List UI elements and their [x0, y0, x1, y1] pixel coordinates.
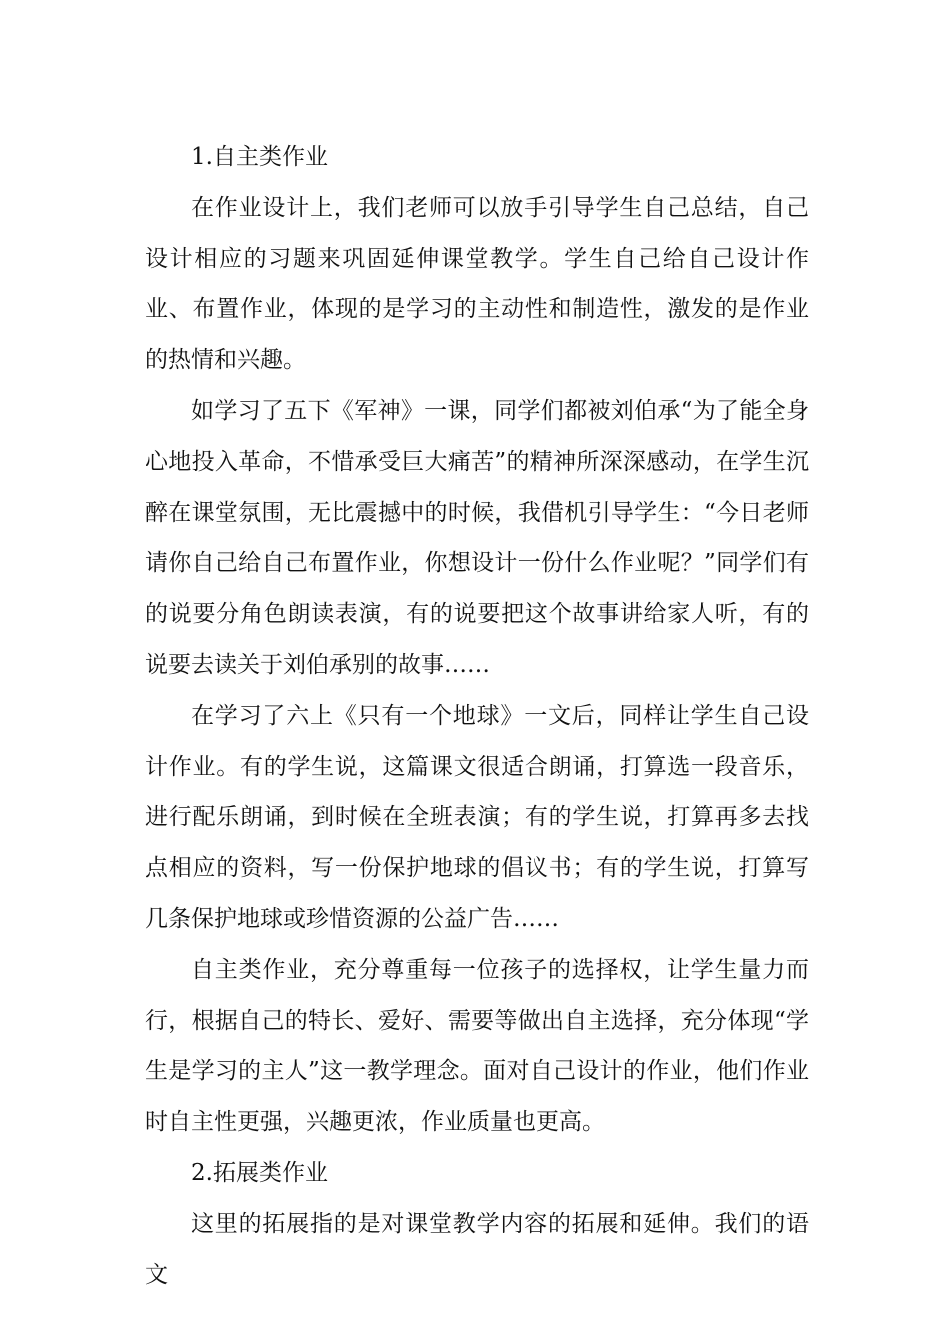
paragraph-2: 如学习了五下《军神》一课，同学们都被刘伯承“为了能全身心地投入革命，不惜承受巨大痛苦”的精神所深深感动，在学生沉醉在课堂氛围，无比震撼中的时候，我借机引导学生：“今日老师请你自己给自己布置作业，你想设计一份什么作业呢？”同学们有的说要分角色朗读表演，有的说要把这个故事讲给家人听，有的说要去读关于刘伯承别的故事……	[145, 397, 809, 678]
paragraph-3: 在学习了六上《只有一个地球》一文后，同样让学生自己设计作业。有的学生说，这篇课文很适合朗诵，打算选一段音乐，进行配乐朗诵，到时候在全班表演；有的学生说，打算再多去找点相应的资料，写一份保护地球的倡议书；有的学生说，打算写几条保护地球或珍惜资源的公益广告……	[145, 702, 809, 932]
section-heading-1: 1.自主类作业	[191, 144, 328, 170]
paragraph-5: 这里的拓展指的是对课堂教学内容的拓展和延伸。我们的语文	[145, 1210, 809, 1288]
section-heading-2: 2.拓展类作业	[191, 1159, 328, 1186]
document-body	[145, 132, 809, 1300]
paragraph-1: 在作业设计上，我们老师可以放手引导学生自己总结，自己设计相应的习题来巩固延伸课堂教学。学生自己给自己设计作业、布置作业，体现的是学习的主动性和制造性，激发的是作业的热情和兴趣。	[145, 194, 809, 374]
paragraph-4: 自主类作业，充分尊重每一位孩子的选择权，让学生量力而行，根据自己的特长、爱好、需要等做出自主选择，充分体现“学生是学习的主人”这一教学理念。面对自己设计的作业，他们作业时自主性更强，兴趣更浓，作业质量也更高。	[145, 956, 809, 1136]
